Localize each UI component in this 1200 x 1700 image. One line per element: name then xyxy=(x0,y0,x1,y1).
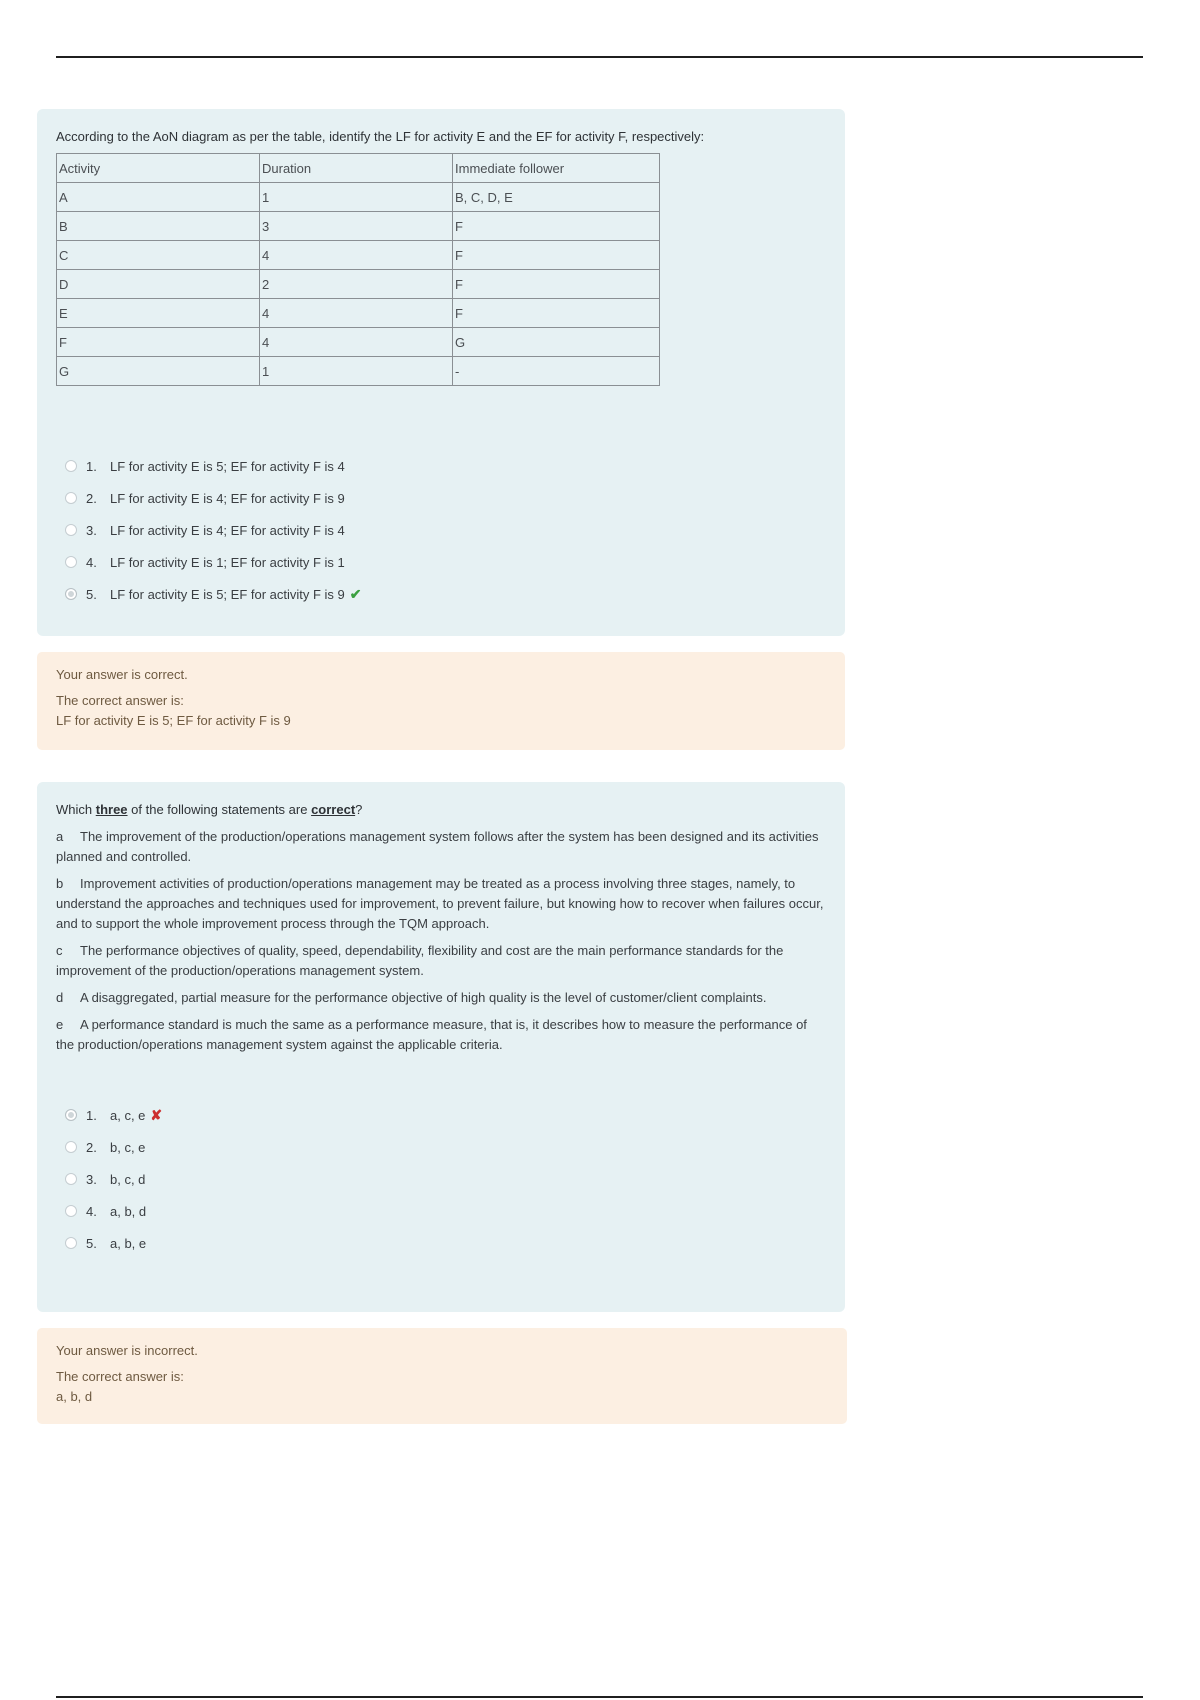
statement xyxy=(56,988,825,1008)
table-cell: C xyxy=(57,241,260,270)
option-text: LF for activity E is 1; EF for activity F is 1 xyxy=(110,554,345,570)
radio-button-checked[interactable] xyxy=(65,588,77,600)
table-cell: 4 xyxy=(260,328,453,357)
feedback-label: The correct answer is: xyxy=(56,693,184,708)
question-1 xyxy=(37,109,845,636)
option-text: b, c, e xyxy=(110,1139,146,1155)
option-number: 5. xyxy=(86,586,97,602)
table-cell: 4 xyxy=(260,299,453,328)
table-row xyxy=(57,270,660,299)
question-2-options xyxy=(56,1099,825,1259)
table-cell: G xyxy=(453,328,660,357)
table-header-row xyxy=(57,154,660,183)
radio-button[interactable] xyxy=(65,492,77,504)
option-text: LF for activity E is 4; EF for activity F is 4 xyxy=(110,522,345,538)
prompt-text: of the following statements are xyxy=(127,802,312,817)
radio-button[interactable] xyxy=(65,1237,77,1249)
table-cell: - xyxy=(453,357,660,386)
answer-option[interactable] xyxy=(56,1227,825,1259)
prompt-emphasis: three xyxy=(95,802,128,817)
table-row xyxy=(57,357,660,386)
statement xyxy=(56,874,825,934)
statement-text: The improvement of the production/operations management system follows after the system has been designed and its activities planned and controlled. xyxy=(56,829,819,864)
option-text: a, b, e xyxy=(110,1235,147,1251)
table-cell: F xyxy=(453,212,660,241)
option-text: a, c, e xyxy=(110,1107,146,1123)
radio-button[interactable] xyxy=(65,1173,77,1185)
prompt-text: ? xyxy=(355,802,363,817)
statement xyxy=(56,827,825,867)
option-text: LF for activity E is 4; EF for activity F is 9 xyxy=(110,490,345,506)
table-cell: B, C, D, E xyxy=(453,183,660,212)
answer-option[interactable] xyxy=(56,546,825,578)
option-number: 1. xyxy=(86,1107,97,1123)
radio-button[interactable] xyxy=(65,556,77,568)
option-number: 1. xyxy=(86,458,97,474)
statement-letter: b xyxy=(56,876,64,891)
table-row xyxy=(57,299,660,328)
table-cell: 1 xyxy=(260,357,453,386)
table-cell: F xyxy=(453,241,660,270)
answer-option[interactable] xyxy=(56,1195,825,1227)
option-number: 4. xyxy=(86,554,97,570)
question-1-options xyxy=(56,450,825,610)
answer-option-selected[interactable] xyxy=(56,578,825,610)
statement-text: The performance objectives of quality, speed, dependability, flexibility and cost are the main performance standards for the improvement of the production/operations management system. xyxy=(56,943,784,978)
column-header: Immediate follower xyxy=(453,154,660,183)
statement-letter: e xyxy=(56,1017,64,1032)
table-cell: A xyxy=(57,183,260,212)
statement-text: A performance standard is much the same as a performance measure, that is, it describes how to measure the performance of the production/operations management system against the applicable criteria. xyxy=(56,1017,807,1052)
table-cell: F xyxy=(453,270,660,299)
statement-text: Improvement activities of production/operations management may be treated as a process involving three stages, namely, to understand the approaches and techniques used for improvement, to prevent failure, but knowing how to recover when failures occur, and to support the whole improvement process through the TQM approach. xyxy=(56,876,824,931)
activity-table xyxy=(56,153,660,386)
radio-button[interactable] xyxy=(65,524,77,536)
option-number: 3. xyxy=(86,522,97,538)
statement-text: A disaggregated, partial measure for the performance objective of high quality is the level of customer/client complaints. xyxy=(80,990,767,1005)
option-number: 2. xyxy=(86,490,97,506)
table-row xyxy=(57,241,660,270)
table-cell: D xyxy=(57,270,260,299)
column-header: Duration xyxy=(260,154,453,183)
prompt-text: Which xyxy=(56,802,96,817)
option-text: a, b, d xyxy=(110,1203,147,1219)
table-row xyxy=(57,212,660,241)
statement xyxy=(56,1015,825,1055)
top-rule xyxy=(56,56,1143,58)
feedback-label: The correct answer is: xyxy=(56,1369,184,1384)
feedback-answer: LF for activity E is 5; EF for activity F is 9 xyxy=(56,713,291,728)
column-header: Activity xyxy=(57,154,260,183)
option-number: 3. xyxy=(86,1171,97,1187)
option-text: LF for activity E is 5; EF for activity F is 9 xyxy=(110,586,345,602)
answer-option[interactable] xyxy=(56,450,825,482)
table-cell: F xyxy=(57,328,260,357)
check-icon: ✔ xyxy=(349,585,362,602)
radio-button[interactable] xyxy=(65,1141,77,1153)
statement-letter: c xyxy=(56,943,63,958)
radio-button[interactable] xyxy=(65,1205,77,1217)
option-number: 5. xyxy=(86,1235,97,1251)
table-cell: 3 xyxy=(260,212,453,241)
answer-option[interactable] xyxy=(56,482,825,514)
statement xyxy=(56,941,825,981)
feedback-status: Your answer is incorrect. xyxy=(56,1343,198,1358)
table-row xyxy=(57,183,660,212)
statement-letter: d xyxy=(56,990,64,1005)
question-2-prompt xyxy=(56,800,825,820)
question-2-feedback xyxy=(37,1328,847,1424)
bottom-rule xyxy=(56,1696,1143,1698)
answer-option[interactable] xyxy=(56,1163,825,1195)
option-text: LF for activity E is 5; EF for activity F is 4 xyxy=(110,458,345,474)
answer-option-selected[interactable] xyxy=(56,1099,825,1131)
table-cell: 4 xyxy=(260,241,453,270)
table-cell: F xyxy=(453,299,660,328)
question-1-prompt: According to the AoN diagram as per the table, identify the LF for activity E and the EF for activity F, respectively: xyxy=(56,129,705,144)
prompt-emphasis: correct xyxy=(311,802,356,817)
statement-letter: a xyxy=(56,829,64,844)
table-cell: B xyxy=(57,212,260,241)
table-cell: G xyxy=(57,357,260,386)
feedback-status: Your answer is correct. xyxy=(56,667,188,682)
radio-button-checked[interactable] xyxy=(65,1109,77,1121)
option-number: 2. xyxy=(86,1139,97,1155)
table-row xyxy=(57,328,660,357)
question-2 xyxy=(37,782,845,1312)
table-cell: 2 xyxy=(260,270,453,299)
option-text: b, c, d xyxy=(110,1171,146,1187)
table-cell: E xyxy=(57,299,260,328)
cross-icon: ✘ xyxy=(150,1106,163,1123)
answer-option[interactable] xyxy=(56,514,825,546)
question-1-feedback xyxy=(37,652,845,750)
option-number: 4. xyxy=(86,1203,97,1219)
answer-option[interactable] xyxy=(56,1131,825,1163)
feedback-answer: a, b, d xyxy=(56,1389,93,1404)
table-cell: 1 xyxy=(260,183,453,212)
radio-button[interactable] xyxy=(65,460,77,472)
